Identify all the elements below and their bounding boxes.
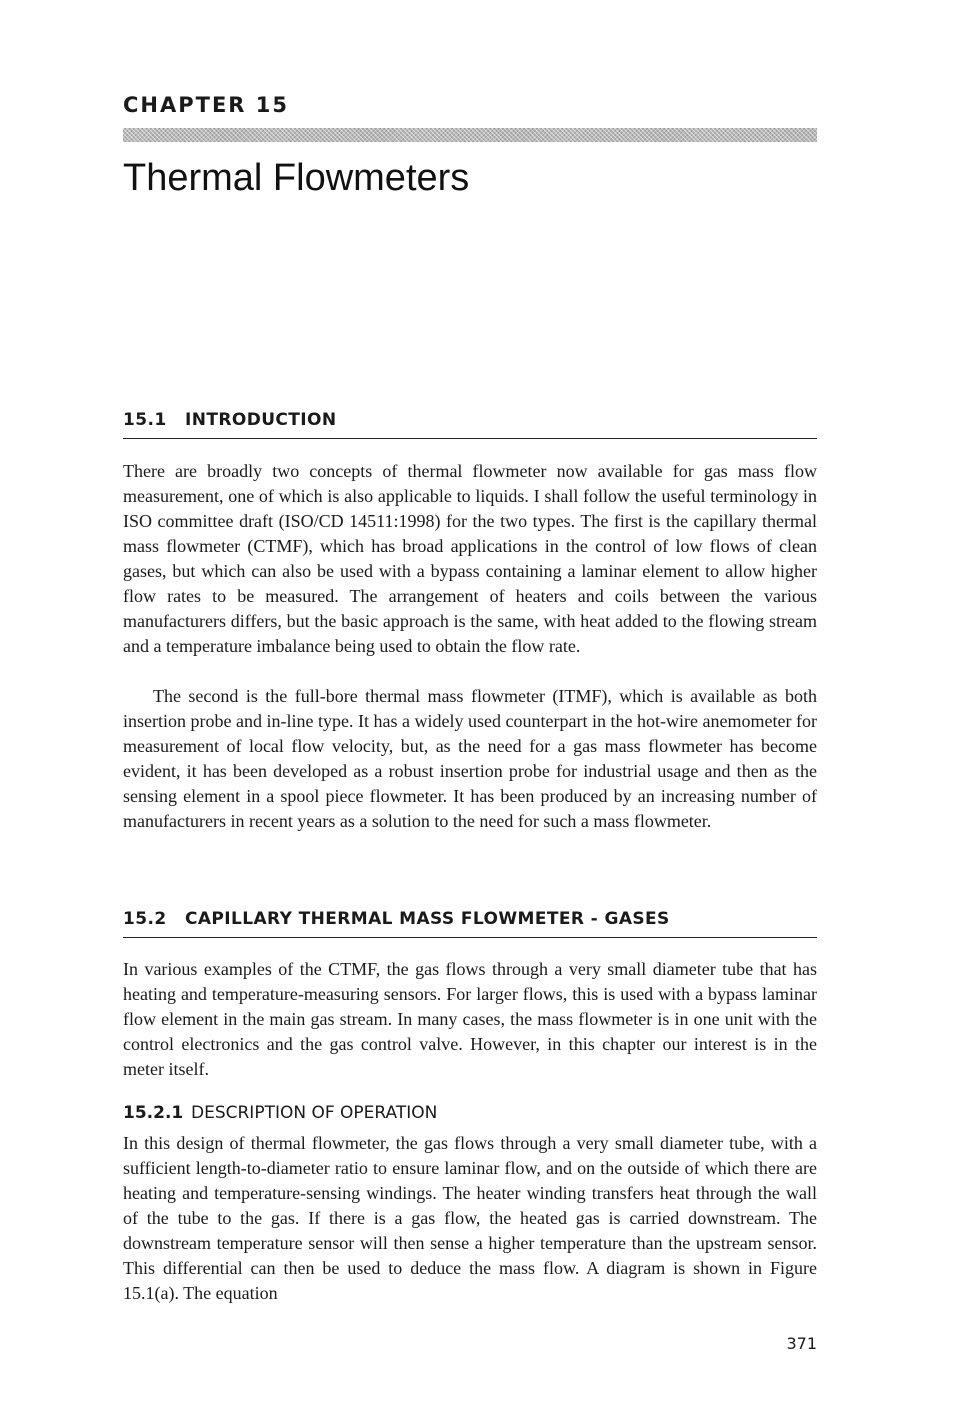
chapter-decorative-bar <box>123 128 817 142</box>
paragraph: In various examples of the CTMF, the gas flows through a very small diameter tube that has heating and temperature-measuring sensors. For larger flows, this is used with a bypass laminar flow element in the main gas stream. In many cases, the mass flowmeter is in one unit with the control electronics and the gas control valve. However, in this chapter our interest is in the meter itself. <box>123 959 817 1079</box>
section-number: 15.1 <box>123 410 167 430</box>
subsection-number: 15.2.1 <box>123 1103 184 1123</box>
chapter-title: Thermal Flowmeters <box>123 157 470 199</box>
page-number: 371 <box>786 1334 817 1353</box>
paragraph: The second is the full-bore thermal mass flowmeter (ITMF), which is available as both insertion probe and in-line type. It has a widely used counterpart in the hot-wire anemometer for measurement of local flow velocity, but, as the need for a gas mass flowmeter has become evident, it has been developed as a robust insertion probe for industrial usage and then as the sensing element in a spool piece flowmeter. It has been produced by an increasing number of manufacturers in recent years as a solution to the need for such a mass flowmeter. <box>123 686 817 831</box>
section-heading-introduction <box>123 409 817 439</box>
paragraph: There are broadly two concepts of thermal flowmeter now available for gas mass flow measurement, one of which is also applicable to liquids. I shall follow the useful terminology in ISO committee draft (ISO/CD 14511:1998) for the two types. The first is the capillary thermal mass flowmeter (CTMF), which has broad applications in the control of low flows of clean gases, but which can also be used with a bypass containing a laminar element to allow higher flow rates to be measured. The arrangement of heaters and coils between the various manufacturers differs, but the basic approach is the same, with heat added to the flowing stream and a temperature imbalance being used to obtain the flow rate. <box>123 461 817 656</box>
section-title: INTRODUCTION <box>185 410 337 430</box>
subsection-title: DESCRIPTION OF OPERATION <box>191 1103 438 1123</box>
section-heading-capillary <box>123 908 817 938</box>
paragraph: In this design of thermal flowmeter, the gas flows through a very small diameter tube, with a sufficient length-to-diameter ratio to ensure laminar flow, and on the outside of which there are heating and temperature-sensing windings. The heater winding transfers heat through the wall of the tube to the gas. If there is a gas flow, the heated gas is carried downstream. The downstream temperature sensor will then sense a higher temperature than the upstream sensor. This differential can then be used to deduce the mass flow. A diagram is shown in Figure 15.1(a). The equation <box>123 1133 817 1303</box>
chapter-label: CHAPTER 15 <box>123 93 290 117</box>
subsection-heading-description <box>123 1102 817 1124</box>
section-number: 15.2 <box>123 909 167 929</box>
section-title: CAPILLARY THERMAL MASS FLOWMETER - GASES <box>185 909 670 929</box>
